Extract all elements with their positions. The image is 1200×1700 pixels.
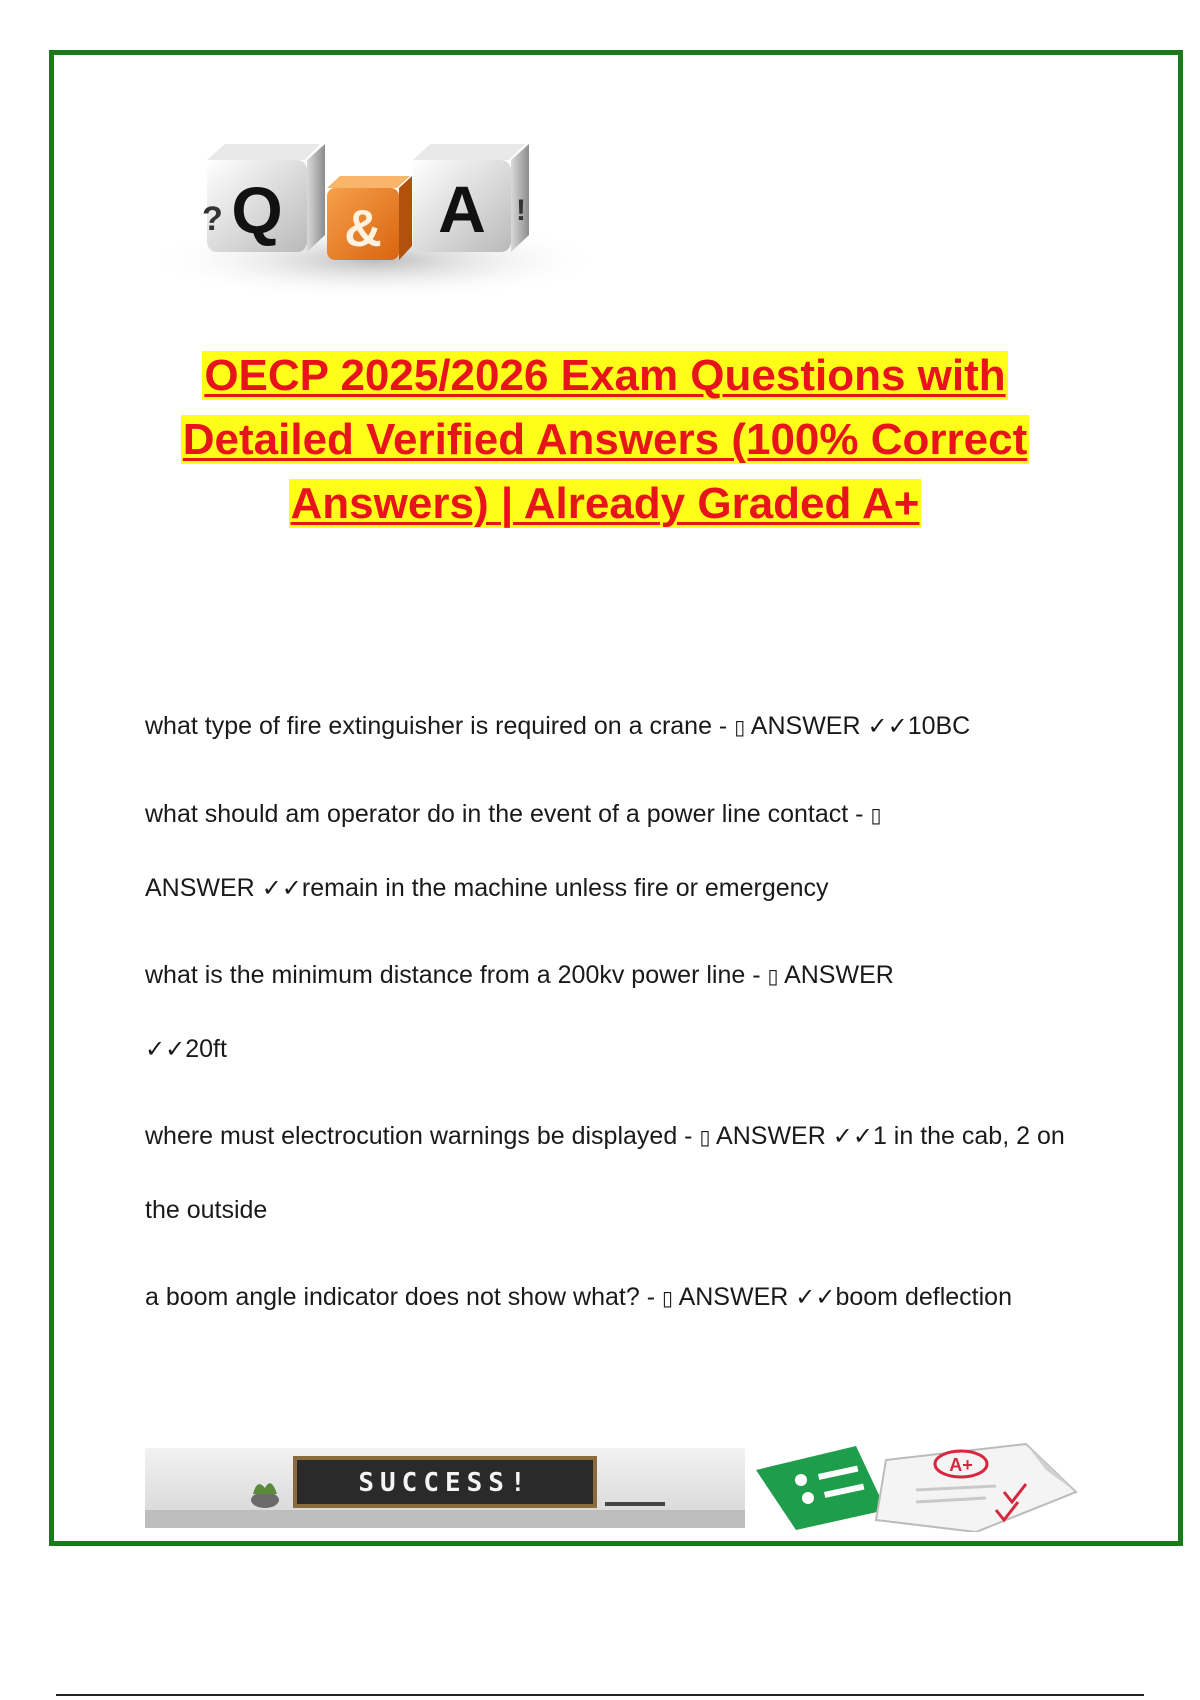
check-icon: ✓✓: [795, 1283, 836, 1311]
marker-icon: ▯: [661, 1286, 673, 1310]
title-line-2: Detailed Verified Answers (100% Correct: [182, 415, 1028, 464]
q-and-a-dice-icon: [145, 70, 600, 320]
marker-icon: ▯: [734, 715, 746, 739]
graded-paper-icon: [746, 1440, 1086, 1532]
answer-label: ANSWER: [745, 712, 868, 740]
answer-label: ANSWER: [778, 961, 894, 989]
question-text: what is the minimum distance from a 200kv power line -: [145, 961, 768, 989]
banner-text: SUCCESS!: [358, 1468, 532, 1498]
question-text: what should am operator do in the event of a power line contact -: [145, 800, 871, 828]
qa-item: [145, 1100, 1095, 1247]
check-icon: ✓✓: [145, 1035, 186, 1063]
check-icon: ✓✓: [832, 1122, 873, 1150]
answer-label: ANSWER: [145, 874, 262, 902]
title-line-3: Answers) | Already Graded A+: [290, 479, 920, 528]
document-title: [110, 344, 1100, 536]
check-icon: ✓✓: [261, 874, 302, 902]
question-text: a boom angle indicator does not show what? -: [145, 1283, 662, 1311]
answer-label: ANSWER: [710, 1122, 833, 1150]
check-icon: ✓✓: [867, 712, 908, 740]
bottom-divider: [56, 1694, 1144, 1696]
marker-icon: ▯: [870, 803, 882, 827]
answer-text: 20ft: [185, 1035, 227, 1063]
qa-item: [145, 778, 1095, 925]
logo-letter-amp: &: [344, 200, 382, 258]
svg-text:!: !: [516, 194, 526, 227]
title-line-1: OECP 2025/2026 Exam Questions with: [204, 351, 1006, 400]
badge-grade: A+: [949, 1455, 973, 1475]
logo-letter-q: Q: [231, 173, 283, 247]
answer-label: ANSWER: [673, 1283, 796, 1311]
svg-text:?: ?: [202, 200, 223, 238]
success-chalkboard-icon: [145, 1448, 745, 1528]
qa-item: [145, 1261, 1095, 1335]
answer-text: 1 in the cab, 2 on the outside: [145, 1122, 1065, 1224]
answer-text: 10BC: [907, 712, 971, 740]
qa-item: [145, 690, 1095, 764]
answer-text: boom deflection: [835, 1283, 1012, 1311]
question-text: where must electrocution warnings be displayed -: [145, 1122, 700, 1150]
answer-text: remain in the machine unless fire or emergency: [301, 874, 829, 902]
logo-letter-a: A: [438, 172, 486, 246]
marker-icon: ▯: [767, 964, 779, 988]
question-text: what type of fire extinguisher is required on a crane -: [145, 712, 735, 740]
marker-icon: ▯: [699, 1125, 711, 1149]
qa-list: [145, 690, 1095, 1349]
qa-item: [145, 939, 1095, 1086]
